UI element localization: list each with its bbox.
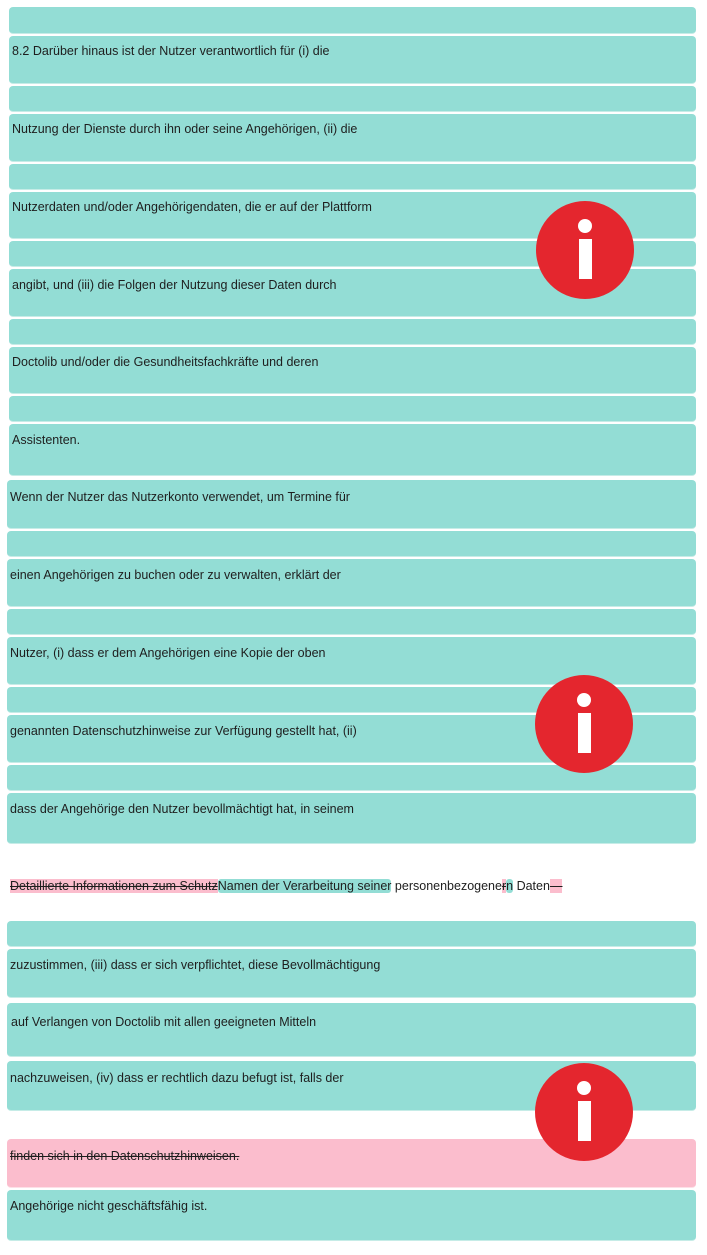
info-icon-bar <box>578 713 591 753</box>
doc-line-6: Assistenten. <box>12 433 81 447</box>
deleted-line: finden sich in den Datenschutzhinweisen. <box>10 1149 240 1163</box>
doc-line-10: genannten Datenschutzhinweise zur Verfügung gestellt hat, (ii) <box>10 724 357 738</box>
spacer-band <box>9 86 696 112</box>
plain-text: Daten <box>513 879 550 893</box>
diff-line <box>10 878 562 894</box>
info-icon[interactable] <box>535 1063 633 1161</box>
info-icon-bar <box>578 1101 591 1141</box>
spacer-band <box>7 531 696 557</box>
deleted-text: — <box>549 879 563 893</box>
doc-line-5: Doctolib und/oder die Gesundheitsfachkräfte und deren <box>12 355 319 369</box>
inserted-text: Namen der Verarbeitung seiner <box>217 879 392 893</box>
doc-line-1: 8.2 Darüber hinaus ist der Nutzer verantwortlich für (i) die <box>12 44 330 58</box>
plain-text: personenbezogene <box>391 879 502 893</box>
doc-line-2: Nutzung der Dienste durch ihn oder seine Angehörigen, (ii) die <box>12 122 358 136</box>
spacer-band <box>7 609 696 635</box>
spacer-band <box>7 921 696 947</box>
info-icon-dot <box>578 219 592 233</box>
doc-line-15: Angehörige nicht geschäftsfähig ist. <box>10 1199 208 1213</box>
info-icon[interactable] <box>536 201 634 299</box>
spacer-band <box>9 164 696 190</box>
info-icon[interactable] <box>535 675 633 773</box>
doc-line-14: nachzuweisen, (iv) dass er rechtlich dazu befugt ist, falls der <box>10 1071 344 1085</box>
deleted-text: r <box>501 879 507 893</box>
spacer-band <box>9 7 696 34</box>
info-icon-dot <box>577 1081 591 1095</box>
doc-line-7: Wenn der Nutzer das Nutzerkonto verwendet, um Termine für <box>10 490 350 504</box>
doc-line-12: zuzustimmen, (iii) dass er sich verpflichtet, diese Bevollmächtigung <box>10 958 381 972</box>
doc-line-9: Nutzer, (i) dass er dem Angehörigen eine Kopie der oben <box>10 646 326 660</box>
doc-line-11: dass der Angehörige den Nutzer bevollmächtigt hat, in seinem <box>10 802 354 816</box>
info-icon-dot <box>577 693 591 707</box>
doc-line-3: Nutzerdaten und/oder Angehörigendaten, die er auf der Plattform <box>12 200 372 214</box>
text-band <box>9 424 696 476</box>
spacer-band <box>9 396 696 422</box>
text-band <box>7 1003 696 1057</box>
doc-line-13: auf Verlangen von Doctolib mit allen geeigneten Mitteln <box>11 1015 317 1029</box>
info-icon-bar <box>579 239 592 279</box>
doc-line-8: einen Angehörigen zu buchen oder zu verwalten, erklärt der <box>10 568 341 582</box>
doc-line-4: angibt, und (iii) die Folgen der Nutzung dieser Daten durch <box>12 278 337 292</box>
spacer-band <box>9 319 696 345</box>
inserted-text: n <box>506 879 514 893</box>
deleted-text: Detaillierte Informationen zum Schutz <box>10 879 218 893</box>
